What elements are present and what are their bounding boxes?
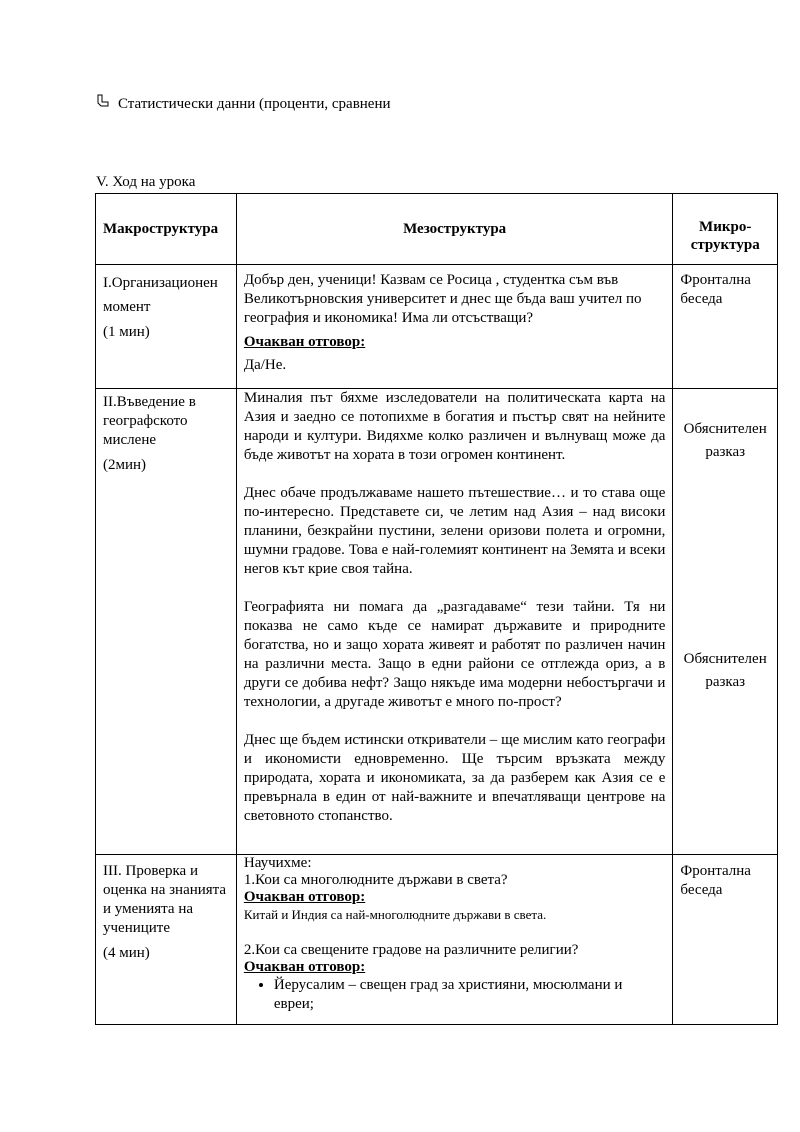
- header-micro: Микро-структура: [673, 194, 778, 265]
- intro-bullet-text: Статистически данни (проценти, сравнени: [118, 96, 391, 112]
- row2-macro-title: II.Въведение в географското мислене: [103, 394, 196, 448]
- table-row: [96, 855, 778, 1025]
- row1-micro: [673, 265, 778, 389]
- row3-meso: [236, 855, 673, 1025]
- header-row: [96, 194, 778, 265]
- lesson-table: [95, 193, 778, 1025]
- row3-expected-label-1: Очакван отговор:: [243, 889, 366, 905]
- row1-expected-text: Да/Не.: [243, 357, 287, 373]
- row3-question-2: 2.Кои са свещените градове на различните религии?: [243, 942, 579, 958]
- row1-macro-time: (1 мин): [103, 324, 150, 340]
- row1-macro-title: I.Организационен момент: [103, 275, 218, 315]
- row2-paragraph: Днес обаче продължаваме нашето пътешествие… и то става още по-интересно. Представете си, че летим над Азия – над високи планини, безкрайни пустини, зелени оризови полета и огромни, шумни градове. Това е най-големият континент на Земята и всеки негов кът крие своя тайна.: [243, 485, 666, 577]
- row1-meso: [236, 265, 673, 389]
- row3-answer-list: [244, 976, 666, 1014]
- hand-pointer-icon: [96, 94, 118, 114]
- list-item: • Йерусалим – свещен град за християни, мюсюлмани и евреи;: [274, 976, 666, 1014]
- row2-paragraph: Миналия път бяхме изследователи на политическата карта на Азия и заедно се потопихме в богатия и пъстър свят на нейните народи и култури. Видяхме колко различен и вълнуващ може да бъде животът на хората в този огромен континент.: [243, 390, 666, 463]
- row3-answer-1: Китай и Индия са най-многолюдните държави в света.: [243, 907, 547, 922]
- row3-micro-text: Фронтална беседа: [680, 863, 751, 898]
- row2-paragraph: Днес ще бъдем истински откриватели – ще мислим като географи и икономисти едновременно. Ще търсим връзката между природата, хората и икономиката, за да разберем как Азия се е превърнала в един от най-важните и впечатляващи центрове на световното стопанство.: [243, 732, 666, 824]
- row3-question-1: 1.Кои са многолюдните държави в света?: [243, 872, 508, 888]
- row2-macro-time: (2мин): [103, 457, 147, 473]
- row1-expected-label: Очакван отговор:: [243, 334, 366, 350]
- row2-meso: [236, 389, 673, 855]
- row1-micro-text: Фронтална беседа: [680, 272, 751, 307]
- row3-macro-title: III. Проверка и оценка на знанията и уменията на учениците: [103, 863, 227, 936]
- row1-meso-text: Добър ден, ученици! Казвам се Росица , студентка съм във Великотърновския университет и днес ще бъда ваш учител по география и икономика! Има ли отсъстващи?: [243, 272, 642, 326]
- row3-macro-time: (4 мин): [103, 945, 150, 961]
- row2-paragraph: Географията ни помага да „разгадаваме“ тези тайни. Тя ни показва не само къде се намират държавите и природните богатства, но и защо хората живеят и работят по различен начин на различни места. Защо в едни райони се отглежда ориз, а в други се добива нефт? Защо някъде има модерни небостъргачи и технологии, а другаде животът е много по-прост?: [243, 599, 666, 710]
- row1-macro: [96, 265, 237, 389]
- header-macro: Макроструктура: [96, 194, 237, 265]
- row3-macro: [96, 855, 237, 1025]
- row3-learned: Научихме:: [243, 855, 312, 871]
- table-row: [96, 265, 778, 389]
- intro-bullet-line: [96, 94, 391, 114]
- row2-micro-1: Обяснителен разказ: [683, 421, 767, 460]
- row2-micro-2: Обяснителен разказ: [683, 651, 767, 690]
- row2-macro: [96, 389, 237, 855]
- row3-micro: [673, 855, 778, 1025]
- section-title: V. Ход на урока: [96, 174, 196, 190]
- row2-micro: [673, 389, 778, 855]
- table-row: [96, 389, 778, 855]
- row3-expected-label-2: Очакван отговор:: [243, 959, 366, 975]
- header-meso: Мезоструктура: [236, 194, 673, 265]
